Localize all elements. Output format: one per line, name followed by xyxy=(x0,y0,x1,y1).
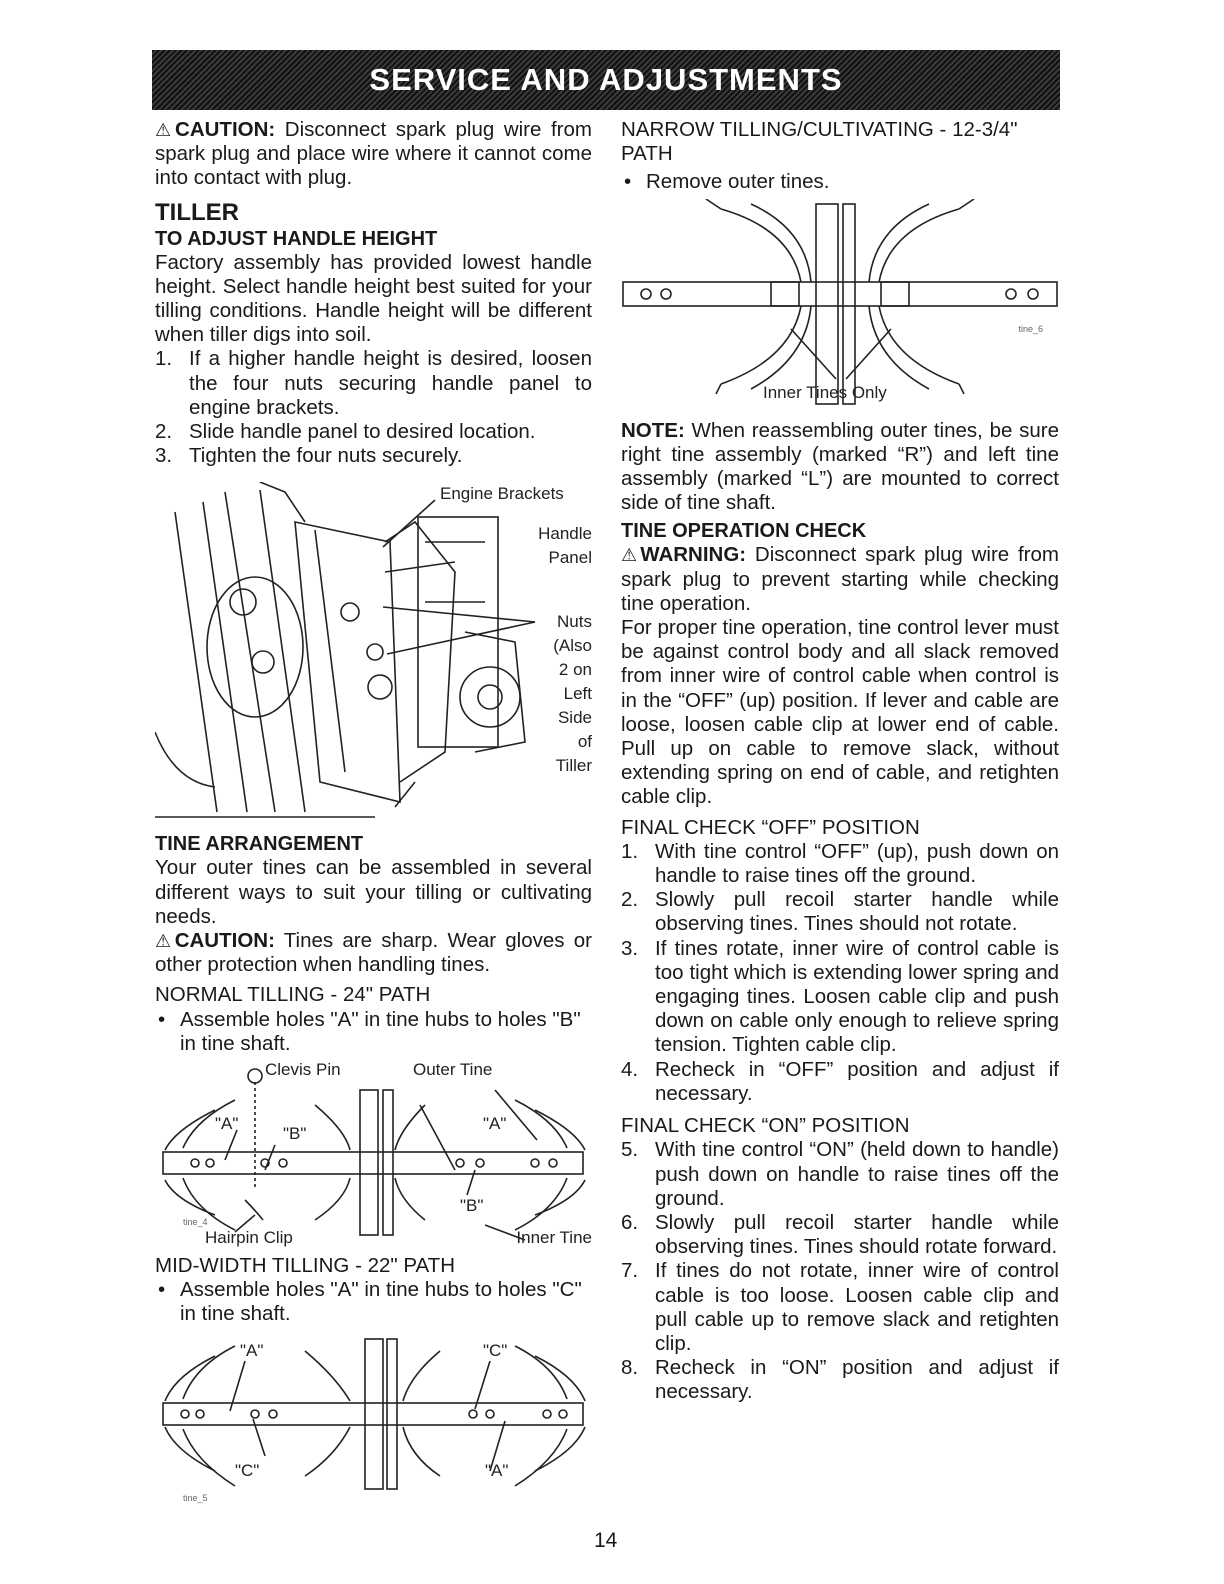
normal-tilling-heading: NORMAL TILLING - 24" PATH xyxy=(155,983,431,1007)
tine-arrangement-text: Your outer tines can be assembled in several different ways to suit your tilling or cultivating needs. xyxy=(155,856,592,928)
list-item: 6. Slowly pull recoil starter handle while observing tines. Tines should rotate forward. xyxy=(621,1210,1059,1259)
narrow-tilling-bullet: • Remove outer tines. xyxy=(624,170,830,194)
list-item: 1. With tine control “OFF” (up), push down on handle to raise tines off the ground. xyxy=(621,839,1059,888)
section-title: SERVICE AND ADJUSTMENTS xyxy=(369,62,843,97)
note-reassembling: NOTE: When reassembling outer tines, be sure right tine assembly (marked “R”) and left tine assembly (marked “L”) are mounted to correct side of tine shaft. xyxy=(621,418,1059,515)
inner-tines-illustration xyxy=(621,199,1059,411)
tine-assembly-24-illustration xyxy=(155,1060,592,1248)
normal-tilling-bullet: • Assemble holes "A" in tine hubs to holes "B" in tine shaft. xyxy=(158,1007,581,1055)
tine-assembly-22-illustration xyxy=(155,1331,592,1501)
mid-width-heading: MID-WIDTH TILLING - 22" PATH xyxy=(155,1254,455,1278)
final-check-on-heading: FINAL CHECK “ON” POSITION xyxy=(621,1114,910,1138)
list-item: 2. Slide handle panel to desired location. xyxy=(155,420,536,444)
list-item: 1. If a higher handle height is desired, loosen the four nuts securing handle panel to engine brackets. xyxy=(155,347,592,419)
caution-disconnect: ⚠CAUTION: Disconnect spark plug wire from spark plug and place wire where it cannot come into contact with plug. xyxy=(155,118,592,190)
warning-disconnect: ⚠WARNING: Disconnect spark plug wire from spark plug to prevent starting while checking tine operation. xyxy=(621,543,1059,615)
section-header-banner xyxy=(152,50,1060,110)
mid-width-bullet: • Assemble holes "A" in tine hubs to holes "C" in tine shaft. xyxy=(158,1278,582,1326)
warning-triangle-icon: ⚠ xyxy=(155,931,175,952)
list-item: 8. Recheck in “ON” position and adjust if necessary. xyxy=(621,1356,1059,1404)
list-item: 2. Slowly pull recoil starter handle while observing tines. Tines should not rotate. xyxy=(621,888,1059,936)
handle-panel-figure: Engine Brackets Handle Panel Nuts (Also 2 on Left Side of Tiller xyxy=(155,482,592,830)
inner-tines-figure: Inner Tines Only tine_6 xyxy=(621,199,1059,411)
handle-label: Handle xyxy=(538,524,592,544)
outer-tine-label: Outer Tine xyxy=(413,1060,493,1080)
mid-width-figure: "A" "C" "C" "A" tine_5 xyxy=(155,1331,592,1501)
tine-arrangement-heading: TINE ARRANGEMENT xyxy=(155,833,364,856)
inner-tine-label: Inner Tine xyxy=(516,1228,592,1248)
warning-triangle-icon: ⚠ xyxy=(621,545,641,566)
handle-height-heading: TO ADJUST HANDLE HEIGHT xyxy=(155,227,438,250)
inner-tines-only-label: Inner Tines Only xyxy=(763,382,887,402)
list-item: 5. With tine control “ON” (held down to handle) push down on handle to raise tines off the ground. xyxy=(621,1138,1059,1210)
panel-label: Panel xyxy=(548,548,592,568)
list-item: 3. Tighten the four nuts securely. xyxy=(155,444,463,468)
left-column xyxy=(155,118,592,1501)
caution-sharp: ⚠CAUTION: Tines are sharp. Wear gloves or other protection when handling tines. xyxy=(155,929,593,977)
final-check-off-heading: FINAL CHECK “OFF” POSITION xyxy=(621,815,920,839)
list-item: 3. If tines rotate, inner wire of control cable is too tight which is extending lower spring and engaging tines. Loosen cable clip and push down on cable only enough to relieve spring tension. Tighten cable clip. xyxy=(621,936,1059,1057)
hairpin-clip-label: Hairpin Clip xyxy=(205,1228,293,1248)
right-column xyxy=(621,118,1059,1405)
list-item: 7. If tines do not rotate, inner wire of control cable is too loose. Loosen cable clip and pull cable up to remove slack and retighten clip. xyxy=(621,1259,1059,1355)
narrow-tilling-heading: NARROW TILLING/CULTIVATING - 12-3/4" PATH xyxy=(621,118,1018,166)
engine-brackets-label: Engine Brackets xyxy=(440,484,564,504)
warning-triangle-icon: ⚠ xyxy=(155,120,176,140)
handle-intro: Factory assembly has provided lowest handle height. Select handle height best suited for your tilling conditions. Handle height will be different when tiller digs into soil. xyxy=(155,250,592,347)
normal-tilling-figure: Clevis Pin Outer Tine "A" "B" "A" "B" Hairpin Clip Inner Tine tine_4 xyxy=(155,1060,592,1248)
list-item: 4. Recheck in “OFF” position and adjust if necessary. xyxy=(621,1057,1059,1105)
off-steps xyxy=(621,840,1059,1106)
handle-steps xyxy=(155,347,592,468)
page-number: 14 xyxy=(594,1529,618,1552)
check-description: For proper tine operation, tine control lever must be against control body and all slack removed from inner wire of control cable when control is in the “OFF” (up) position. If lever and cable are loose, loosen cable clip at lower end of cable. Pull up on cable to remove slack, without extending spring on end of cable, and retighten cable clip. xyxy=(621,616,1059,809)
nuts-label: Nuts xyxy=(557,612,592,632)
clevis-pin-label: Clevis Pin xyxy=(265,1060,341,1080)
handle-panel-illustration xyxy=(155,482,592,830)
tine-operation-check-heading: TINE OPERATION CHECK xyxy=(621,520,867,543)
tiller-heading: TILLER xyxy=(155,198,239,226)
on-steps xyxy=(621,1138,1059,1404)
